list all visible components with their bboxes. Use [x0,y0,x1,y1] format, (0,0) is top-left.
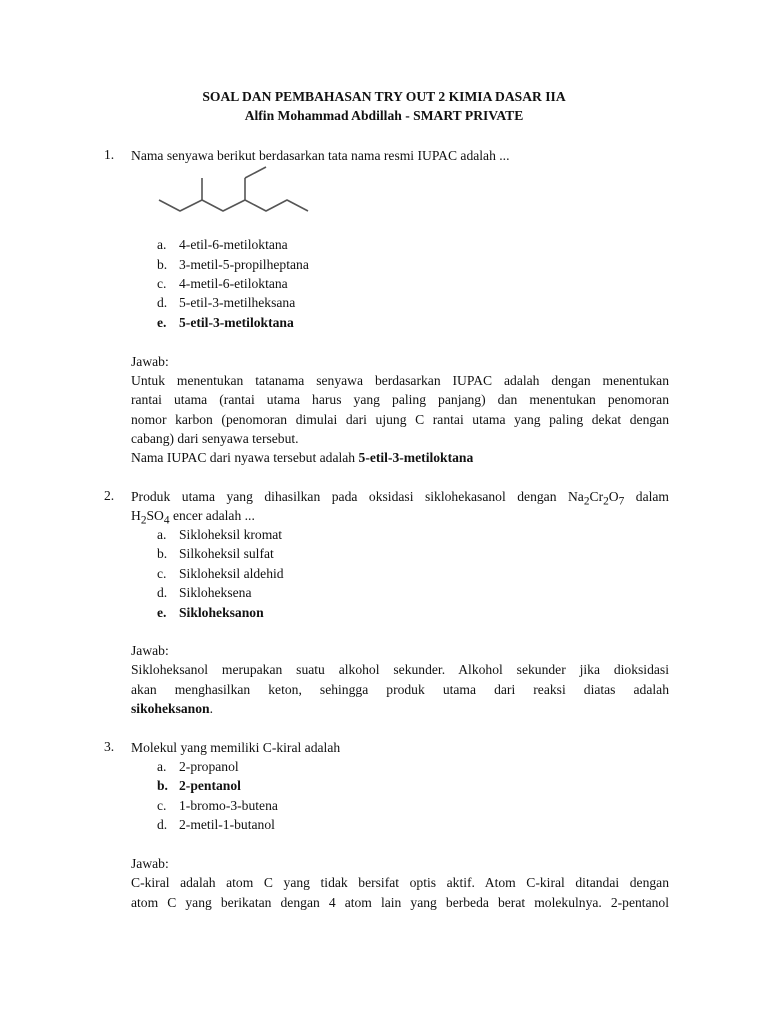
question-2-number: 2. [104,488,115,503]
q3-option-b-correct: b. 2-pentanol [157,778,241,793]
question-1-number: 1. [104,147,115,162]
q2-conclusion: sikoheksanon. [131,701,213,716]
q2-option-a: a. Sikloheksil kromat [157,527,283,542]
q1-answer-heading: Jawab: [131,354,169,369]
q2-conclusion-answer: sikoheksanon [131,701,210,716]
q3-explanation-line: atom C yang berikatan dengan 4 atom lain yang berbeda berat molekulnya. 2-pentanol [131,895,669,910]
q1-option-b: b. 3-metil-5-propilheptana [157,257,309,272]
q3-explanation-line: C-kiral adalah atom C yang tidak bersifat optis aktif. Atom C-kiral ditandai dengan [131,875,669,890]
q1-explanation-line: nomor karbon (penomoran dimulai dari ujung C rantai utama yang paling dekat dengan [131,412,669,427]
question-2-stem-line-1: Produk utama yang dihasilkan pada oksidasi siklohekasanol dengan $Na_2Cr_2O_7$ dalam [131,489,669,508]
q1-conclusion-answer: 5-etil-3-metiloktana [358,450,474,465]
q3-answer-heading: Jawab: [131,856,169,871]
q1-explanation-line: Untuk menentukan tatanama senyawa berdasarkan IUPAC adalah dengan menentukan [131,373,669,388]
q1-option-c: c. 4-metil-6-etiloktana [157,276,288,291]
q3-option-a: a. 2-propanol [157,759,239,774]
question-2-stem-line-2: $H_2SO_4$ encer adalah ... [131,508,255,527]
q2-explanation-line: akan menghasilkan keton, sehingga produk utama dari reaksi diatas adalah [131,682,669,697]
question-3-stem: Molekul yang memiliki C-kiral adalah [131,740,341,755]
q2-option-e-correct: e. Sikloheksanon [157,605,264,620]
q2-explanation-line: Sikloheksanol merupakan suatu alkohol sekunder. Alkohol sekunder jika dioksidasi [131,662,669,677]
q1-option-d: d. 5-etil-3-metilheksana [157,295,296,310]
q1-conclusion: Nama IUPAC dari nyawa tersebut adalah 5-etil-3-metiloktana [131,450,474,465]
q2-option-c: c. Sikloheksil aldehid [157,566,284,581]
skeletal-structure-image [156,164,316,216]
document-author: Alfin Mohammad Abdillah - SMART PRIVATE [244,108,524,123]
question-1-stem: Nama senyawa berikut berdasarkan tata nama resmi IUPAC adalah ... [131,148,510,163]
q1-explanation-line: cabang) dari senyawa tersebut. [131,431,299,446]
q3-option-d: d. 2-metil-1-butanol [157,817,275,832]
q3-option-c: c. 1-bromo-3-butena [157,798,278,813]
q1-explanation-line: rantai utama (rantai utama harus yang paling panjang) dan menentukan penomoran [131,392,669,407]
q1-option-e-correct: e. 5-etil-3-metiloktana [157,315,294,330]
document-title: SOAL DAN PEMBAHASAN TRY OUT 2 KIMIA DASAR IIA [202,89,566,104]
q2-answer-heading: Jawab: [131,643,169,658]
q2-option-d: d. Sikloheksena [157,585,252,600]
q1-option-a: a. 4-etil-6-metiloktana [157,237,288,252]
question-3-number: 3. [104,739,115,754]
q2-option-b: b. Silkoheksil sulfat [157,546,274,561]
